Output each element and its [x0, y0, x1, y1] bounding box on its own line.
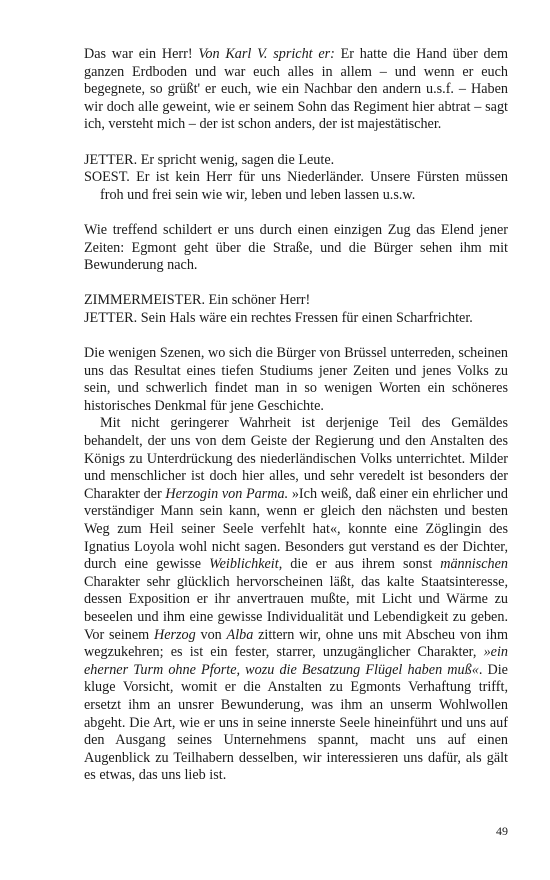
italic-run: Alba	[226, 626, 254, 643]
text-run: Mit nicht geringerer Wahrheit ist derjenige Teil des Gemäldes behandelt, der uns von dem Geiste der Regierung und den Anstalten des Königs zu Unterdrückung des niederländischen Volks unterrichtet. Milder und menschlicher ist doch hier alles, und sehr veredelt ist besonders der Charakter der	[84, 415, 508, 502]
italic-run: Von Karl V. spricht er:	[198, 46, 335, 62]
text-run: »Ich weiß, daß einer ein ehrlicher und verständiger Mann sein kann, wenn er gleich den nächsten und besten Weg zum Heil seiner Seele verfehlt hat«, konnte eine Zöglingin des Ignatius Loyola wohl nicht sagen. Besonders gut verstand es der Dichter, durch eine gewisse	[84, 485, 508, 573]
text-run: Charakter sehr glücklich hervorscheinen läßt, das kalte Staatsinteresse, dessen Exposition er ihr anvertrauen mußte, mit Licht und Wärme zu beseelen und ihm eine gewisse Individualität und Lebendigkeit zu geben. Vor seinem	[84, 573, 508, 643]
text-run: . Die kluge Vorsicht, womit er die Anstalten zu Egmonts Verhaftung trifft, ersetzt ihm an unsrer Bewunderung, was ihm an unserm Wohlwollen abgeht. Die Art, wie er uns in seine innerste Seele hineinführt und uns auf den Ausgang seines Unternehmens spannt, macht uns auf einen Augenblick zu Teilhabern desselben, wir interessieren uns dafür, als gält es etwas, das uns lieb ist.	[84, 661, 508, 784]
italic-run: männischen	[440, 556, 508, 573]
text-run: zittern wir, ohne uns mit Abscheu von ihm wegzukehren; es ist ein fester, starrer, unzugänglicher Charakter,	[84, 626, 509, 661]
paragraph	[84, 46, 508, 134]
paragraph: Wie treffend schildert er uns durch einen einzigen Zug das Elend jener Zeiten: Egmont geht über die Straße, und die Bürger sehen ihm mit Bewunderung nach.	[84, 221, 508, 274]
italic-run: Weiblichkeit	[209, 556, 279, 573]
text-run: Das war ein Herr!	[84, 46, 199, 62]
body-text	[84, 46, 508, 785]
paragraph: Die wenigen Szenen, wo sich die Bürger von Brüssel unterreden, scheinen uns das Resultat eines tiefen Studiums jener Zeiten und jenes Volks zu sein, und schwerlich findet man in so wenigen Worten ein schöneres historisches Denkmal für jene Geschichte.	[84, 345, 508, 414]
text-run: Er hatte die Hand über dem ganzen Erdboden und war euch alles in allem – und wenn er euch begegnete, so grüßt' er euch, wie ein Nachbar den andern u.s.f. – Haben wir doch alle geweint, wie er seinem Sohn das Regiment hier abtrat – sagt ich, versteht mich – der ist schon anders, der ist majestätischer.	[84, 46, 508, 133]
dialogue-line: ZIMMERMEISTER. Ein schöner Herr!	[84, 292, 311, 309]
italic-run: »ein eherner Turm ohne Pforte, wozu die Besatzung Flügel haben muß«	[84, 644, 508, 678]
text-run: , die er aus ihrem sonst	[278, 556, 441, 573]
dialogue-line: SOEST. Er ist kein Herr für uns Niederländer. Unsere Fürsten müssen froh und frei sein wie wir, leben und leben lassen u.s.w.	[84, 169, 508, 203]
page-number: 49	[496, 824, 508, 838]
italic-run: Herzog	[153, 626, 196, 643]
dialogue-line: JETTER. Er spricht wenig, sagen die Leute.	[84, 151, 335, 168]
text-run: von	[195, 626, 227, 643]
paragraph	[84, 415, 508, 784]
italic-run: Herzogin von Parma.	[165, 485, 289, 502]
dialogue-line: JETTER. Sein Hals wäre ein rechtes Fressen für einen Scharfrichter.	[84, 309, 473, 326]
